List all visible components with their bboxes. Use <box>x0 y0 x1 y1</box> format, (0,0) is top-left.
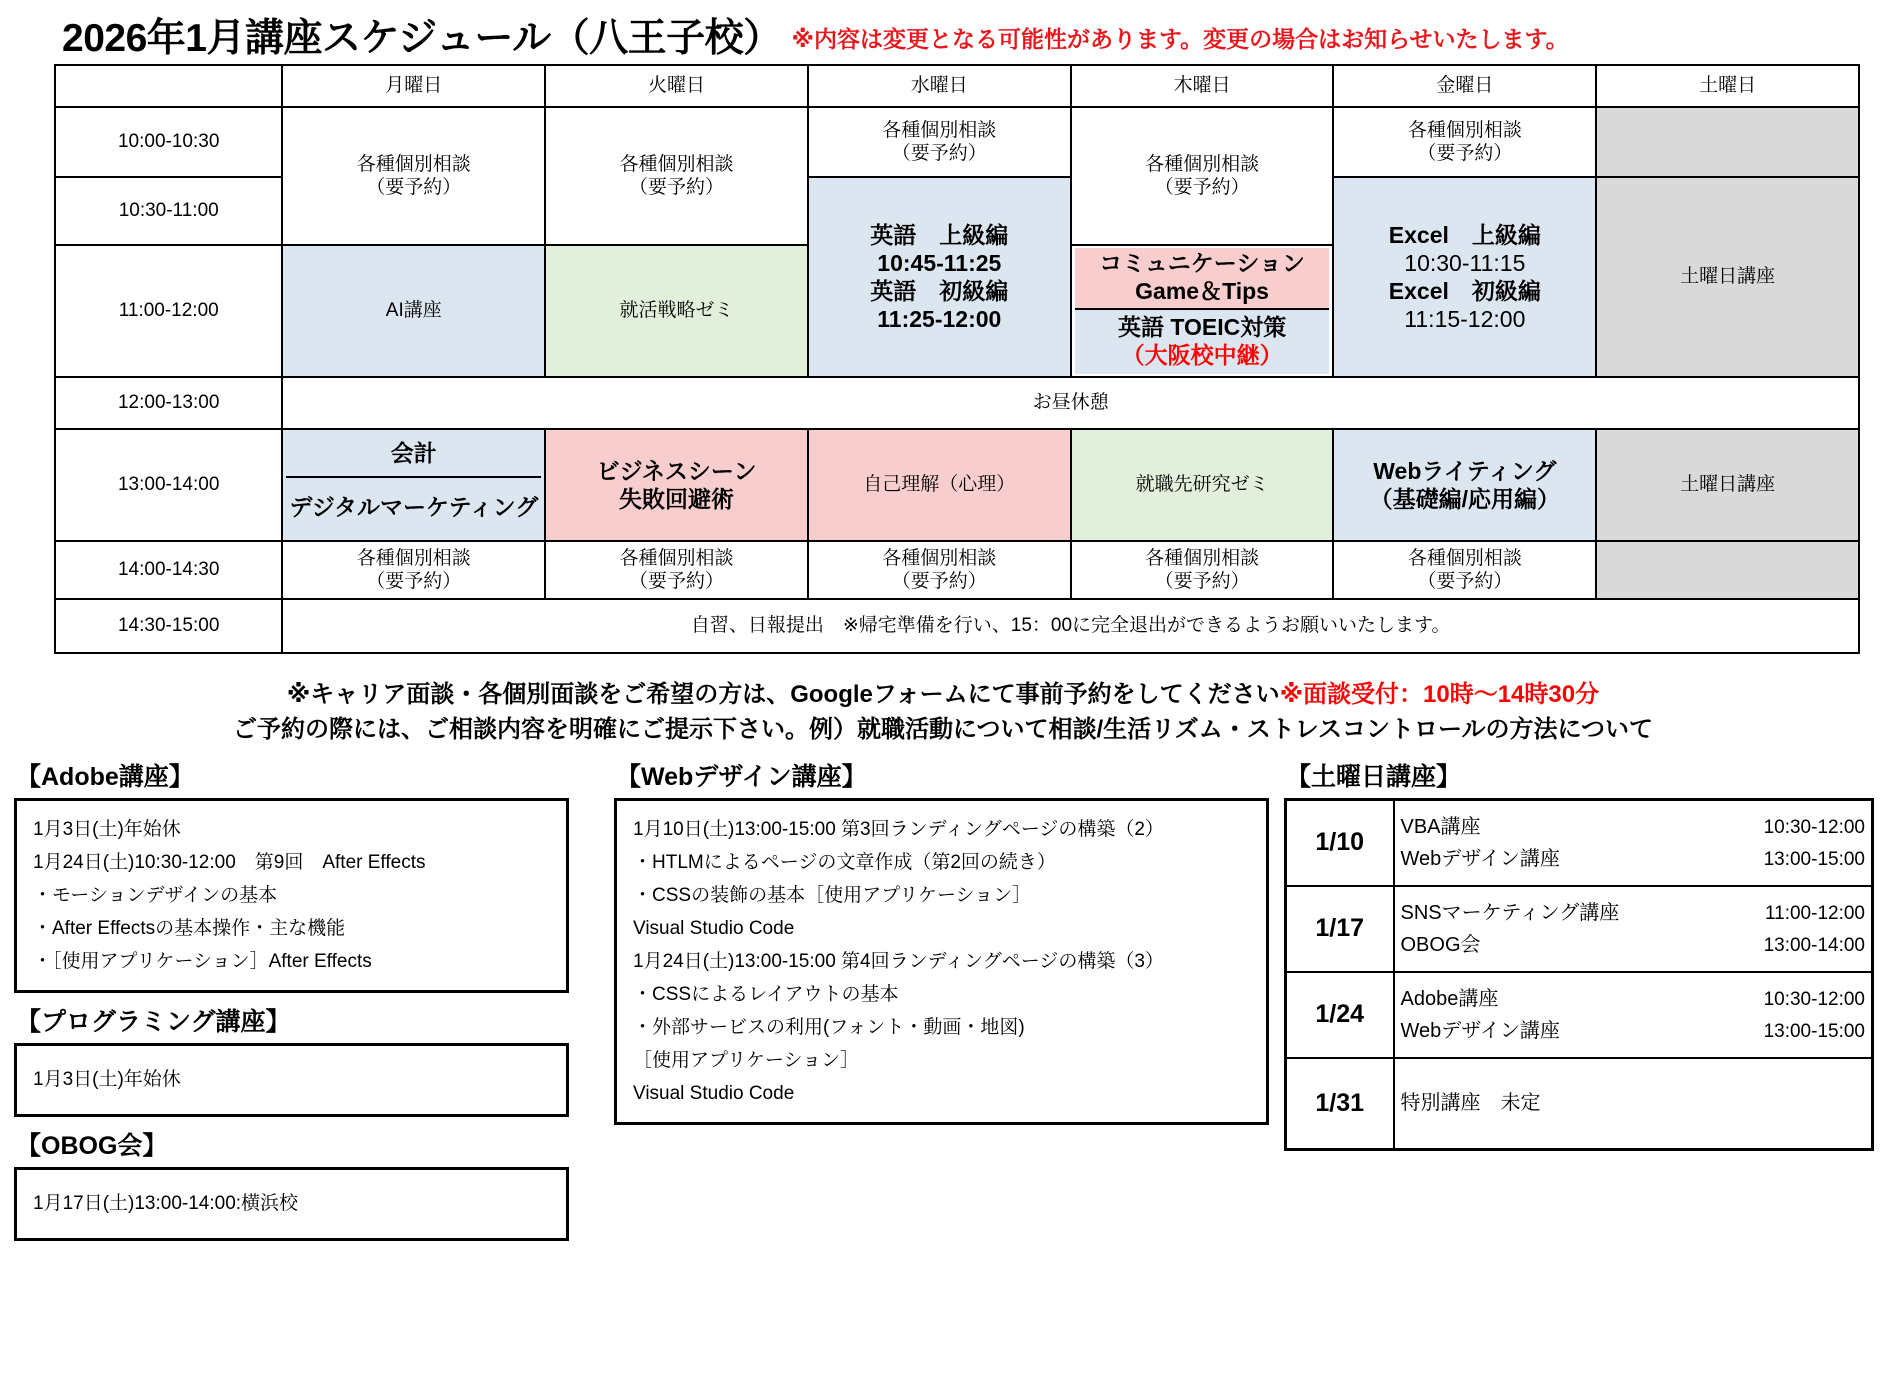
communication-subtitle: Game＆Tips <box>1135 278 1269 304</box>
course-time: 11:00-12:00 <box>1764 902 1865 924</box>
left-column <box>14 762 614 1241</box>
web-writing-label: Webライティング <box>1373 457 1557 484</box>
cell-thu-1000 <box>1071 107 1334 245</box>
list-item <box>1401 897 1866 929</box>
consult-line2: （要予約） <box>891 143 987 164</box>
digital-marketing-block <box>286 478 541 538</box>
list-item: 1月3日(土)年始休 <box>33 1069 181 1091</box>
list-item: ［使用アプリケーション］ <box>633 1049 860 1071</box>
list-item <box>1401 1015 1866 1047</box>
time-1200-1300: 12:00-13:00 <box>55 377 282 429</box>
saturday-date: 1/24 <box>1286 972 1394 1058</box>
cell-sat-1000 <box>1596 107 1859 177</box>
cell-mon-1400 <box>282 541 545 599</box>
webdesign-course-box <box>614 798 1269 1125</box>
saturday-entries <box>1394 1058 1873 1150</box>
course-time: 13:00-15:00 <box>1763 848 1865 870</box>
note-line-1 <box>0 678 1886 713</box>
toeic-relay-note: （大阪校中継） <box>1121 342 1283 368</box>
consult-line1: 各種個別相談 <box>356 547 471 569</box>
list-item: ・CSSの装飾の基本［使用アプリケーション］ <box>633 884 1032 906</box>
table-row <box>55 541 1859 599</box>
course-title: 特別講座 未定 <box>1400 1092 1541 1115</box>
cell-tue-1000 <box>545 107 808 245</box>
course-title: SNSマーケティング講座 <box>1400 901 1620 924</box>
header-change-notice: ※内容は変更となる可能性があります。変更の場合はお知らせいたします。 <box>791 26 1569 52</box>
cell-mon-pm <box>282 429 545 541</box>
list-item <box>1401 983 1866 1015</box>
consult-line1: 各種個別相談 <box>356 153 471 175</box>
course-title: Webデザイン講座 <box>1400 847 1560 870</box>
consult-line1: 各種個別相談 <box>882 547 997 569</box>
course-time: 13:00-14:00 <box>1763 934 1865 956</box>
time-1000-1030: 10:00-10:30 <box>55 107 282 177</box>
weekly-schedule-table <box>54 64 1860 654</box>
course-title: Webデザイン講座 <box>1400 1019 1560 1042</box>
table-row <box>1286 799 1873 886</box>
cell-fri-1000 <box>1333 107 1596 177</box>
list-item: ・After Effectsの基本操作・主な機能 <box>33 917 346 939</box>
course-title: VBA講座 <box>1400 815 1481 838</box>
consult-line1: 各種個別相談 <box>1407 119 1522 141</box>
cell-tue-job-strategy: 就活戦略ゼミ <box>545 245 808 377</box>
list-item: 1月10日(土)13:00-15:00 第3回ランディングページの構築（2） <box>633 818 1164 840</box>
list-item: 1月24日(土)13:00-15:00 第4回ランディングページの構築（3） <box>633 950 1164 972</box>
table-row <box>55 107 1859 177</box>
header-monday: 月曜日 <box>282 65 545 107</box>
toeic-label: 英語 TOEIC対策 <box>1117 314 1287 341</box>
time-1430-1500: 14:30-15:00 <box>55 599 282 653</box>
cell-fri-excel <box>1333 177 1596 377</box>
table-row <box>1286 886 1873 972</box>
list-item <box>1401 843 1866 875</box>
cell-thu-1400 <box>1071 541 1334 599</box>
note-reception-hours: ※面談受付：10時～14時30分 <box>1279 681 1600 708</box>
communication-block <box>1075 248 1330 310</box>
time-1300-1400: 13:00-14:00 <box>55 429 282 541</box>
cell-fri-1400 <box>1333 541 1596 599</box>
cell-lunch-break: お昼休憩 <box>282 377 1859 429</box>
consult-line1: 各種個別相談 <box>619 547 734 569</box>
header-blank <box>55 65 282 107</box>
course-time: 10:30-12:00 <box>1763 988 1865 1010</box>
saturday-date: 1/31 <box>1286 1058 1394 1150</box>
consult-line2: （要予約） <box>366 177 462 198</box>
english-basic-time: 11:25-12:00 <box>877 306 1002 333</box>
cell-wed-english <box>808 177 1071 377</box>
list-item: ・モーションデザインの基本 <box>33 884 278 906</box>
obog-box <box>14 1167 569 1241</box>
consult-line1: 各種個別相談 <box>1145 547 1260 569</box>
cell-mon-ai-course: AI講座 <box>282 245 545 377</box>
cell-wed-pm-self-understanding: 自己理解（心理） <box>808 429 1071 541</box>
header-wednesday: 水曜日 <box>808 65 1071 107</box>
reservation-notes <box>0 654 1886 748</box>
digital-marketing-label: デジタルマーケティング <box>289 494 539 521</box>
webdesign-section-heading: 【Webデザイン講座】 <box>616 762 867 791</box>
saturday-date: 1/17 <box>1286 886 1394 972</box>
excel-basic-time: 11:15-12:00 <box>1404 306 1526 333</box>
web-writing-sublabel: （基礎編/応用編） <box>1369 486 1561 512</box>
excel-basic-label: Excel 初級編 <box>1388 278 1541 304</box>
communication-label: コミュニケーション <box>1099 250 1305 277</box>
cell-tue-pm <box>545 429 808 541</box>
cell-tue-1400 <box>545 541 808 599</box>
list-item: 1月3日(土)年始休 <box>33 818 181 840</box>
business-scene-label: ビジネスシーン <box>596 457 757 484</box>
cell-thu-comm-toeic <box>1071 245 1334 377</box>
cell-closing-instructions: 自習、日報提出 ※帰宅準備を行い、15：00に完全退出ができるようお願いいたします。 <box>282 599 1859 653</box>
consult-line2: （要予約） <box>629 571 725 592</box>
course-title: OBOG会 <box>1400 933 1481 956</box>
cell-wed-1400 <box>808 541 1071 599</box>
list-item: 1月17日(土)13:00-14:00:横浜校 <box>33 1193 299 1215</box>
header-friday: 金曜日 <box>1333 65 1596 107</box>
time-1030-1100: 10:30-11:00 <box>55 177 282 245</box>
consult-line2: （要予約） <box>1417 571 1513 592</box>
saturday-entries <box>1394 886 1873 972</box>
obog-section-heading: 【OBOG会】 <box>16 1131 168 1160</box>
list-item: ・CSSによるレイアウトの基本 <box>633 983 899 1005</box>
excel-advanced-time: 10:30-11:15 <box>1404 249 1526 276</box>
table-row <box>1286 1058 1873 1150</box>
list-item: 1月24日(土)10:30-12:00 第9回 After Effects <box>33 851 426 873</box>
header-tuesday: 火曜日 <box>545 65 808 107</box>
list-item: Visual Studio Code <box>633 1082 795 1104</box>
table-row <box>55 377 1859 429</box>
document-header <box>0 0 1886 64</box>
consult-line1: 各種個別相談 <box>619 153 734 175</box>
saturday-date: 1/10 <box>1286 799 1394 886</box>
saturday-course-table <box>1284 798 1874 1152</box>
english-advanced-label: 英語 上級編 <box>870 221 1009 248</box>
consult-line1: 各種個別相談 <box>1407 547 1522 569</box>
course-title: Adobe講座 <box>1400 987 1499 1010</box>
consult-line2: （要予約） <box>891 571 987 592</box>
cell-thu-pm-job-research: 就職先研究ゼミ <box>1071 429 1334 541</box>
failure-avoidance-label: 失敗回避術 <box>619 486 735 512</box>
time-1100-1200: 11:00-12:00 <box>55 245 282 377</box>
cell-wed-1000 <box>808 107 1071 177</box>
cell-mon-1000 <box>282 107 545 245</box>
cell-sat-pm-course: 土曜日講座 <box>1596 429 1859 541</box>
adobe-course-box <box>14 798 569 993</box>
schedule-table-wrapper <box>0 64 1886 654</box>
programming-course-box <box>14 1043 569 1117</box>
page-title: 2026年1月講座スケジュール（八王子校） <box>62 17 782 60</box>
list-item: Visual Studio Code <box>633 917 795 939</box>
excel-advanced-label: Excel 上級編 <box>1388 221 1541 248</box>
adobe-section-heading: 【Adobe講座】 <box>16 762 194 791</box>
table-row <box>55 599 1859 653</box>
consult-line2: （要予約） <box>629 177 725 198</box>
table-row <box>1286 972 1873 1058</box>
header-saturday: 土曜日 <box>1596 65 1859 107</box>
saturday-entries <box>1394 972 1873 1058</box>
table-header-row <box>55 65 1859 107</box>
saturday-entries <box>1394 799 1873 886</box>
right-column <box>1284 762 1886 1152</box>
list-item: ・［使用アプリケーション］After Effects <box>33 950 372 972</box>
toeic-block <box>1075 310 1330 374</box>
consult-line2: （要予約） <box>1154 571 1250 592</box>
accounting-block <box>286 432 541 478</box>
cell-sat-1400 <box>1596 541 1859 599</box>
list-item <box>1401 1087 1866 1119</box>
saturday-section-heading: 【土曜日講座】 <box>1286 762 1462 791</box>
english-basic-label: 英語 初級編 <box>870 278 1009 304</box>
course-time: 13:00-15:00 <box>1763 1020 1865 1042</box>
list-item: ・外部サービスの利用(フォント・動画・地図) <box>633 1016 1025 1038</box>
time-1400-1430: 14:00-14:30 <box>55 541 282 599</box>
list-item <box>1401 811 1866 843</box>
accounting-label: 会計 <box>390 440 437 467</box>
header-thursday: 木曜日 <box>1071 65 1334 107</box>
cell-fri-pm <box>1333 429 1596 541</box>
english-advanced-time: 10:45-11:25 <box>877 249 1002 276</box>
consult-line1: 各種個別相談 <box>1145 153 1260 175</box>
consult-line2: （要予約） <box>1154 177 1250 198</box>
list-item: ・HTLMによるページの文章作成（第2回の続き） <box>633 851 1056 873</box>
note-booking-text: ※キャリア面談・各個別面談をご希望の方は、Googleフォームにて事前予約をしてください <box>286 681 1280 708</box>
note-line-2: ご予約の際には、ご相談内容を明確にご提示下さい。例）就職活動について相談/生活リズム・ストレスコントロールの方法について <box>232 715 1654 743</box>
bottom-sections <box>0 748 1886 1241</box>
table-row <box>55 429 1859 541</box>
list-item <box>1401 929 1866 961</box>
cell-sat-morning-course: 土曜日講座 <box>1596 177 1859 377</box>
programming-section-heading: 【プログラミング講座】 <box>16 1007 291 1036</box>
consult-line2: （要予約） <box>1417 143 1513 164</box>
consult-line2: （要予約） <box>366 571 462 592</box>
course-time: 10:30-12:00 <box>1763 816 1865 838</box>
middle-column <box>614 762 1284 1125</box>
consult-line1: 各種個別相談 <box>882 119 997 141</box>
